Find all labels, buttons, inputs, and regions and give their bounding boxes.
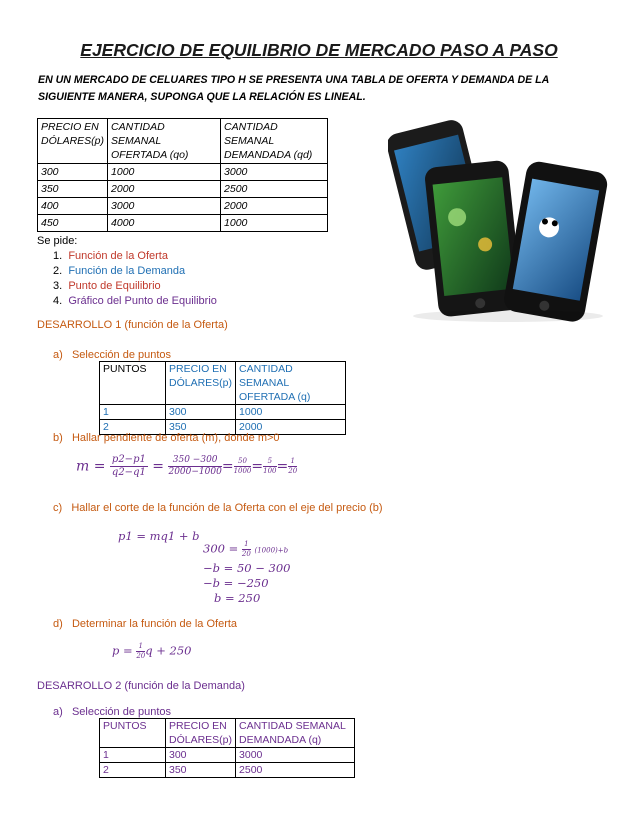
header-demanded: CANTIDAD SEMANAL DEMANDADA (qd) — [221, 119, 328, 164]
step-text: Hallar el corte de la función de la Oferta con el eje del precio (b) — [71, 502, 383, 514]
denominator: 100 — [263, 467, 277, 475]
table-header-row — [100, 362, 346, 405]
numerator: 50 — [234, 458, 252, 467]
cell: 300 — [38, 164, 108, 181]
list-item — [53, 249, 217, 264]
header-price: PRECIO EN DÓLARES(p) — [166, 719, 236, 748]
list-text: Función de la Demanda — [68, 265, 186, 277]
numerator: 1 — [288, 458, 297, 467]
cut-right: (1000)+b — [254, 546, 289, 555]
intro-paragraph: EN UN MERCADO DE CELUARES TIPO H SE PRESENTA UNA TABLA DE OFERTA Y DEMANDA DE LA SIGUIENTE MANERA, SUPONGA QUE LA RELACIÓN ES LINEAL. — [38, 74, 549, 103]
list-num: 1. — [53, 250, 63, 262]
supply-points-table — [99, 361, 346, 435]
phone-front — [502, 160, 609, 324]
list-item — [53, 294, 217, 309]
cut-line-4: −b = −250 — [203, 576, 269, 590]
step-label: a) — [53, 706, 63, 718]
denominator: 2000−1000 — [168, 467, 222, 477]
cell: 3000 — [236, 748, 355, 763]
table-row — [100, 748, 355, 763]
table-row — [38, 164, 328, 181]
supply-function — [112, 643, 192, 660]
header-points: PUNTOS — [100, 719, 166, 748]
step-label: a) — [53, 349, 63, 361]
cell: 1000 — [236, 405, 346, 420]
numerator: 350 −300 — [168, 456, 221, 467]
cell: 300 — [166, 748, 236, 763]
table-row — [100, 405, 346, 420]
fraction — [110, 455, 148, 478]
cut-line-3: −b = 50 − 300 — [203, 561, 291, 575]
table-header-row — [100, 719, 355, 748]
cell: 300 — [166, 405, 236, 420]
fraction — [136, 643, 145, 660]
cell: 4000 — [108, 215, 221, 232]
step-label: b) — [53, 432, 63, 444]
header-price: PRECIO EN DÓLARES(p) — [38, 119, 108, 164]
step-text: Selección de puntos — [71, 706, 172, 718]
table-row — [38, 215, 328, 232]
cell: 3000 — [221, 164, 328, 181]
header-quantity: CANTIDAD SEMANAL OFERTADA (q) — [236, 362, 346, 405]
cell: 2000 — [108, 181, 221, 198]
cell: 350 — [166, 763, 236, 778]
table-row — [38, 198, 328, 215]
cell: 2 — [100, 420, 166, 435]
denominator: 20 — [136, 652, 146, 660]
func-left: p = — [112, 643, 133, 658]
list-text: Función de la Oferta — [68, 250, 168, 262]
fraction — [168, 456, 221, 477]
page-title: EJERCICIO DE EQUILIBRIO DE MERCADO PASO A PASO — [80, 40, 558, 60]
step-text: Determinar la función de la Oferta — [71, 618, 238, 630]
list-num: 3. — [53, 280, 63, 292]
list-num: 4. — [53, 295, 63, 307]
cell: 2 — [100, 763, 166, 778]
supply-demand-table — [37, 118, 328, 232]
table-row — [100, 763, 355, 778]
cut-line-5: b = 250 — [214, 591, 261, 605]
fraction — [234, 458, 252, 475]
step-text: Selección de puntos — [71, 349, 172, 361]
cell: 350 — [166, 420, 236, 435]
se-pide-list — [53, 249, 217, 309]
slope-formula: m = $\frac{p2-p1}{q2-q1}$ = $\frac{350 -300}{2000-1000}$ = $\frac{50}{1000}$ = $\frac{5}{100}$ = $\frac{1}{20}$ — [76, 454, 298, 478]
step-label: c) — [53, 502, 63, 514]
cell: 1 — [100, 405, 166, 420]
step-label: d) — [53, 618, 63, 630]
cell: 3000 — [108, 198, 221, 215]
list-num: 2. — [53, 265, 63, 277]
cell: 2000 — [236, 420, 346, 435]
header-price: PRECIO EN DÓLARES(p) — [166, 362, 236, 405]
cell: 2000 — [221, 198, 328, 215]
se-pide-label: Se pide: — [37, 235, 78, 247]
demand-points-table — [99, 718, 355, 778]
desarrollo1-heading: DESARROLLO 1 (función de la Oferta) — [37, 319, 228, 331]
equals: = — [152, 458, 165, 475]
list-text: Punto de Equilibrio — [68, 280, 161, 292]
cell: 1000 — [221, 215, 328, 232]
step-d — [53, 617, 237, 632]
cell: 400 — [38, 198, 108, 215]
fraction — [263, 458, 276, 475]
denominator: q2−q1 — [111, 467, 146, 478]
numerator: 1 — [136, 643, 145, 652]
smartphones-image — [388, 104, 610, 326]
header-points: PUNTOS — [100, 362, 166, 405]
cut-left: 300 = — [203, 541, 239, 556]
step-b — [53, 431, 280, 446]
desarrollo2-heading: DESARROLLO 2 (función de la Demanda) — [37, 680, 245, 692]
cut-line-1: p1 = mq1 + b — [118, 529, 200, 543]
list-text: Gráfico del Punto de Equilibrio — [68, 295, 217, 307]
cell: 2500 — [236, 763, 355, 778]
list-item — [53, 264, 217, 279]
fraction — [242, 541, 251, 558]
step-c — [53, 501, 383, 516]
header-offered: CANTIDAD SEMANAL OFERTADA (qo) — [108, 119, 221, 164]
denominator: 1000 — [233, 467, 252, 475]
cell: 350 — [38, 181, 108, 198]
numerator: 5 — [263, 458, 276, 467]
numerator: 1 — [242, 541, 251, 550]
step-text: Hallar pendiente de oferta (m), donde m>0 — [71, 432, 280, 444]
denominator: 20 — [288, 467, 298, 475]
denominator: 20 — [241, 550, 251, 558]
cell: 2500 — [221, 181, 328, 198]
header-quantity: CANTIDAD SEMANAL DEMANDADA (q) — [236, 719, 355, 748]
fraction — [288, 458, 297, 475]
cut-line-2 — [203, 541, 288, 558]
cell: 1000 — [108, 164, 221, 181]
table-header-row — [38, 119, 328, 164]
numerator: p2−p1 — [111, 454, 146, 465]
list-item — [53, 279, 217, 294]
cell: 1 — [100, 748, 166, 763]
func-right: q + 250 — [145, 643, 192, 658]
table-row — [38, 181, 328, 198]
slope-m: m = — [76, 458, 106, 475]
cell: 450 — [38, 215, 108, 232]
